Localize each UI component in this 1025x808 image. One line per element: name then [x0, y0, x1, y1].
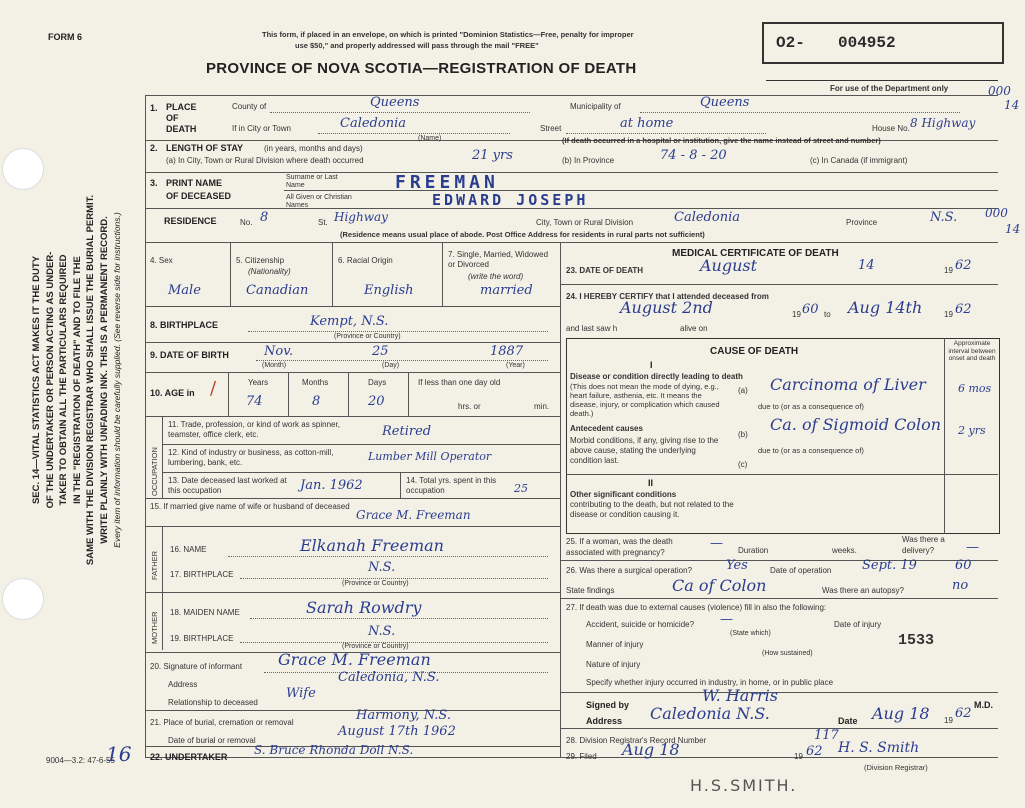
cod-title: CAUSE OF DEATH — [710, 346, 799, 357]
filed-value: Aug 18 — [622, 740, 680, 759]
last-worked-label: 13. Date deceased last worked at this occupation — [168, 476, 287, 495]
residence-street-value: Highway — [334, 210, 388, 224]
citizenship-value: Canadian — [246, 283, 309, 298]
dod-month: August — [700, 256, 758, 275]
burial-date-value: August 17th 1962 — [338, 724, 456, 739]
total-years-value: 25 — [514, 482, 528, 495]
findings-label: State findings — [566, 586, 615, 595]
cert-year-pre: 19 — [944, 716, 953, 725]
residence-no-label: No. — [240, 218, 253, 227]
father-bp-value: N.S. — [368, 560, 396, 575]
s3-label-2: OF DECEASED — [166, 191, 232, 201]
mother-bp-label: 19. BIRTHPLACE — [170, 634, 234, 643]
stay-c-label: (c) In Canada (if immigrant) — [810, 156, 908, 165]
interval-label: Approximate interval between onset and death — [948, 340, 996, 362]
q28-value: 117 — [814, 728, 839, 743]
street-value: at home — [620, 116, 674, 131]
age-days-value: 20 — [368, 394, 385, 409]
dob-month-hint: (Month) — [262, 362, 287, 369]
to-year: 62 — [955, 302, 972, 317]
dob-day: 25 — [372, 344, 389, 359]
injury-date-label: Date of injury — [834, 620, 882, 629]
op-year: 60 — [955, 558, 972, 573]
dept-use-label: For use of the Department only — [830, 84, 949, 93]
residence-label: RESIDENCE — [164, 216, 217, 226]
envelope-note-1: This form, if placed in an envelope, on which is printed "Dominion Statistics—Free, penalty for improper — [262, 30, 634, 39]
s3-label-1: PRINT NAME — [166, 178, 222, 188]
informant-rel-label: Relationship to deceased — [168, 698, 258, 707]
side-line-1: SEC. 14—VITAL STATISTICS ACT MAKES IT THE DUTY — [31, 255, 42, 505]
house-label: House No. — [872, 124, 910, 133]
burial-date-label: Date of burial or removal — [168, 736, 256, 745]
q25-value: — — [710, 536, 723, 551]
dob-year-hint: (Year) — [506, 362, 525, 369]
informant-sig-value: Grace M. Freeman — [278, 650, 431, 669]
part-1-label: I — [650, 360, 653, 370]
age-years-value: 74 — [246, 394, 263, 409]
stay-b-value: 74 - 8 - 20 — [660, 148, 727, 163]
industry-label: 12. Kind of industry or business, as cotton-mill, lumbering, bank, etc. — [168, 448, 334, 467]
stay-a-label: (a) In City, Town or Rural Division where death occurred — [166, 156, 364, 165]
accident-value: — — [720, 612, 733, 627]
cert-year: 62 — [955, 706, 972, 721]
side-line-3: TAKER TO OBTAIN ALL THE PARTICULARS REQUIRED — [58, 254, 69, 506]
cause-b-tag: (b) — [738, 430, 748, 439]
to-label: to — [824, 310, 831, 319]
mother-name-label: 18. MAIDEN NAME — [170, 608, 240, 617]
medical-title: MEDICAL CERTIFICATE OF DEATH — [672, 248, 839, 259]
surname-label: Surname or Last Name — [286, 174, 338, 189]
min-label: min. — [534, 402, 550, 411]
cause-b-value: Ca. of Sigmoid Colon — [770, 415, 942, 434]
citizenship-label: 5. Citizenship — [236, 256, 285, 265]
mother-side-label: MOTHER — [150, 611, 159, 644]
race-label: 6. Racial Origin — [338, 256, 393, 265]
q26-value: Yes — [726, 558, 748, 573]
form-title: PROVINCE OF NOVA SCOTIA—REGISTRATION OF DEATH — [206, 60, 637, 77]
accident-label: Accident, suicide or homicide? — [586, 620, 695, 629]
birthplace-label: 8. BIRTHPLACE — [150, 320, 219, 330]
s2-num: 2. — [150, 143, 158, 153]
spouse-value: Grace M. Freeman — [356, 508, 471, 522]
from-year: 60 — [802, 302, 819, 317]
mother-name-value: Sarah Rowdry — [306, 598, 422, 617]
state-which: (State which) — [730, 630, 771, 637]
q27-label: 27. If death was due to external causes (violence) fill in also the following: — [566, 603, 827, 612]
disease-note: (This does not mean the mode of dying, e.g., heart failure, asthenia, etc. It means the disease, injury, or complication which caused death.) — [570, 382, 720, 418]
dob-year: 1887 — [490, 344, 524, 359]
house-value: 8 Highway — [910, 116, 976, 130]
alive-on-label: alive on — [680, 324, 708, 333]
s2-label: LENGTH OF STAY — [166, 143, 244, 153]
address-label: Address — [586, 716, 623, 726]
father-bp-hint: (Province or Country) — [342, 580, 409, 587]
due-to-a: due to (or as a consequence of) — [758, 402, 864, 411]
q25-label: 25. If a woman, was the death associated with pregnancy? — [566, 537, 673, 557]
total-years-label: 14. Total yrs. spent in this occupation — [406, 476, 497, 495]
margin-mark: 16 — [106, 742, 132, 766]
antecedent-label: Antecedent causes — [570, 424, 643, 433]
duration-label: Duration — [738, 546, 769, 555]
occupation-side-label: OCCUPATION — [150, 447, 159, 496]
autopsy-value: no — [952, 578, 969, 593]
residence-city-label: City, Town or Rural Division — [536, 218, 634, 227]
father-name-value: Elkanah Freeman — [300, 536, 444, 555]
cert-date-label: Date — [838, 716, 858, 726]
to-year-pre: 19 — [944, 310, 953, 319]
cert-date-value: Aug 18 — [872, 704, 930, 723]
residence-city-value: Caledonia — [674, 210, 740, 225]
county-value: Queens — [370, 95, 420, 110]
residence-prov-value: N.S. — [930, 210, 958, 225]
q26-label: 26. Was there a surgical operation? — [566, 566, 692, 575]
cause-a-value: Carcinoma of Liver — [770, 375, 926, 394]
stay-b-label: (b) In Province — [562, 156, 615, 165]
q29-label: 29. Filed — [566, 752, 597, 761]
s2-hint: (in years, months and days) — [264, 144, 363, 153]
marital-label: 7. Single, Married, Widowed or Divorced — [448, 250, 549, 269]
from-year-pre: 19 — [792, 310, 801, 319]
attended-from-value: August 2nd — [620, 298, 713, 317]
registrar-signature: H. S. Smith — [838, 740, 920, 756]
delivery-value: — — [966, 540, 979, 555]
s1-label: PLACE OF DEATH — [166, 102, 197, 134]
delivery-label: Was there a delivery? — [902, 535, 945, 555]
op-date-label: Date of operation — [770, 566, 832, 575]
form-number: FORM 6 — [48, 32, 83, 42]
undertaker-value: S. Bruce Rhonda Doll N.S. — [254, 743, 414, 757]
under-day-label: If less than one day old — [418, 378, 501, 387]
side-line-2: OF THE UNDERTAKER OR PERSON ACTING AS UNDER- — [44, 251, 56, 509]
filed-year: 62 — [806, 744, 823, 759]
last-worked-value: Jan. 1962 — [300, 478, 363, 493]
part-2-label: II — [648, 478, 654, 488]
q28-label: 28. Division Registrar's Record Number — [566, 736, 707, 745]
registration-prefix: O2- — [776, 34, 805, 52]
birthplace-value: Kempt, N.S. — [310, 314, 389, 329]
age-check-mark: / — [210, 378, 217, 399]
hospital-note: (If death occurred in a hospital or institution, give the name instead of street and number) — [562, 136, 881, 145]
hrs-label: hrs. or — [458, 402, 481, 411]
industry-value: Lumber Mill Operator — [368, 450, 492, 463]
marital-value: married — [480, 283, 533, 298]
residence-note: (Residence means usual place of abode. Post Office Address for residents in rural parts not sufficient) — [340, 230, 705, 239]
age-months-label: Months — [302, 378, 329, 387]
stamp-number: 1533 — [898, 632, 935, 649]
spouse-label: 15. If married give name of wife or husband of deceased — [150, 502, 350, 511]
weeks-label: weeks. — [832, 546, 857, 555]
address-value: Caledonia N.S. — [650, 704, 770, 723]
cause-a-tag: (a) — [738, 386, 748, 395]
county-label: County of — [232, 102, 267, 111]
informant-rel-value: Wife — [286, 686, 316, 701]
dob-day-hint: (Day) — [382, 362, 400, 369]
certify-label: 24. I HEREBY CERTIFY that I attended deceased from — [566, 292, 769, 301]
how-sustained: (How sustained) — [762, 650, 813, 657]
findings-value: Ca of Colon — [672, 576, 767, 595]
signed-label: Signed by — [586, 700, 630, 710]
informant-addr-label: Address — [168, 680, 198, 689]
dob-label: 9. DATE OF BIRTH — [150, 350, 229, 360]
filed-year-pre: 19 — [794, 752, 803, 761]
citizenship-hint: (Nationality) — [248, 267, 291, 276]
residence-prov-label: Province — [846, 218, 878, 227]
last-saw-label: and last saw h — [566, 324, 618, 333]
given-label: All Given or Christian Names — [286, 194, 352, 209]
trade-value: Retired — [382, 424, 432, 439]
residence-margin-2: 14 — [1005, 222, 1021, 236]
age-years-label: Years — [248, 378, 269, 387]
other-note: contributing to the death, but not related to the disease or condition causing it. — [570, 500, 734, 519]
dod-year: 62 — [955, 258, 972, 273]
cause-c-tag: (c) — [738, 460, 748, 469]
burial-place-label: 21. Place of burial, cremation or removal — [150, 718, 294, 727]
age-days-label: Days — [368, 378, 387, 387]
autopsy-label: Was there an autopsy? — [822, 586, 904, 595]
municipality-label: Municipality of — [570, 102, 621, 111]
cause-b-interval: 2 yrs — [958, 424, 986, 437]
city-name-hint: (Name) — [418, 135, 442, 142]
marital-hint: (write the word) — [468, 272, 524, 281]
given-value: EDWARD JOSEPH — [432, 191, 589, 209]
pencil-name: H.S.SMITH. — [690, 776, 798, 795]
city-label: If in City or Town — [232, 124, 291, 133]
stay-a-value: 21 yrs — [472, 148, 513, 163]
street-label: Street — [540, 124, 562, 133]
specify-label: Specify whether injury occurred in industry, in home, or in public place — [586, 678, 834, 687]
race-value: English — [364, 283, 414, 298]
residence-no-value: 8 — [260, 210, 269, 225]
cause-a-interval: 6 mos — [958, 382, 992, 395]
due-to-b: due to (or as a consequence of) — [758, 446, 864, 455]
antecedent-note: Morbid conditions, if any, giving rise to the above cause, stating the underlying condition last. — [570, 436, 719, 465]
side-line-6: WRITE PLAINLY WITH UNFADING INK. THIS IS A PERMANENT RECORD. — [98, 216, 110, 544]
side-line-5: SAME WITH THE DIVISION REGISTRAR WHO SHALL ISSUE THE BURIAL PERMIT. — [85, 194, 96, 566]
envelope-note-2: use $50," and properly addressed will pass through the mail "FREE" — [295, 41, 539, 50]
manner-label: Manner of injury — [586, 640, 644, 649]
signed-value: W. Harris — [702, 686, 778, 705]
sex-value: Male — [168, 283, 201, 298]
registration-number: 004952 — [838, 34, 896, 52]
residence-margin-1: 000 — [985, 206, 1008, 220]
side-line-7: Every item of information should be carefully supplied. (See reverse side for instructions.) — [112, 212, 122, 548]
sex-label: 4. Sex — [150, 256, 173, 265]
birthplace-hint: (Province or Country) — [334, 333, 401, 340]
municipality-value: Queens — [700, 95, 750, 110]
surname-value: FREEMAN — [395, 172, 499, 193]
informant-addr-value: Caledonia, N.S. — [338, 670, 440, 685]
side-line-4: IN THE "REGISTRATION OF DEATH" AND TO FILE THE — [71, 256, 83, 504]
residence-street-label: St. — [318, 218, 328, 227]
undertaker-label: 22. UNDERTAKER — [150, 752, 228, 762]
father-name-label: 16. NAME — [170, 545, 207, 554]
dob-month: Nov. — [264, 344, 294, 359]
age-label: 10. AGE in — [150, 388, 195, 398]
father-side-label: FATHER — [150, 550, 159, 580]
op-date-value: Sept. 19 — [862, 558, 917, 573]
print-code: 9004—3.2: 47-6-55 — [46, 756, 115, 765]
margin-code-1: 000 — [988, 84, 1011, 98]
margin-code-2: 14 — [1004, 98, 1020, 112]
registrar-label: (Division Registrar) — [864, 763, 928, 772]
age-months-value: 8 — [312, 394, 321, 409]
attended-to-value: Aug 14th — [848, 298, 923, 317]
mother-bp-hint: (Province or Country) — [342, 643, 409, 650]
city-value: Caledonia — [340, 116, 406, 131]
dod-label: 23. DATE OF DEATH — [566, 266, 644, 275]
informant-sig-label: 20. Signature of informant — [150, 662, 243, 671]
md-label: M.D. — [974, 700, 993, 710]
s1-num: 1. — [150, 103, 158, 113]
nature-label: Nature of injury — [586, 660, 641, 669]
burial-place-value: Harmony, N.S. — [356, 708, 451, 723]
trade-label: 11. Trade, profession, or kind of work as spinner, teamster, office clerk, etc. — [168, 420, 340, 439]
dod-year-pre: 19 — [944, 266, 953, 275]
other-label: Other significant conditions — [570, 490, 677, 499]
s3-num: 3. — [150, 178, 158, 188]
dod-day: 14 — [858, 258, 875, 273]
side-instructions — [30, 100, 150, 660]
father-bp-label: 17. BIRTHPLACE — [170, 570, 234, 579]
mother-bp-value: N.S. — [368, 624, 396, 639]
disease-label: Disease or condition directly leading to death — [570, 372, 743, 381]
